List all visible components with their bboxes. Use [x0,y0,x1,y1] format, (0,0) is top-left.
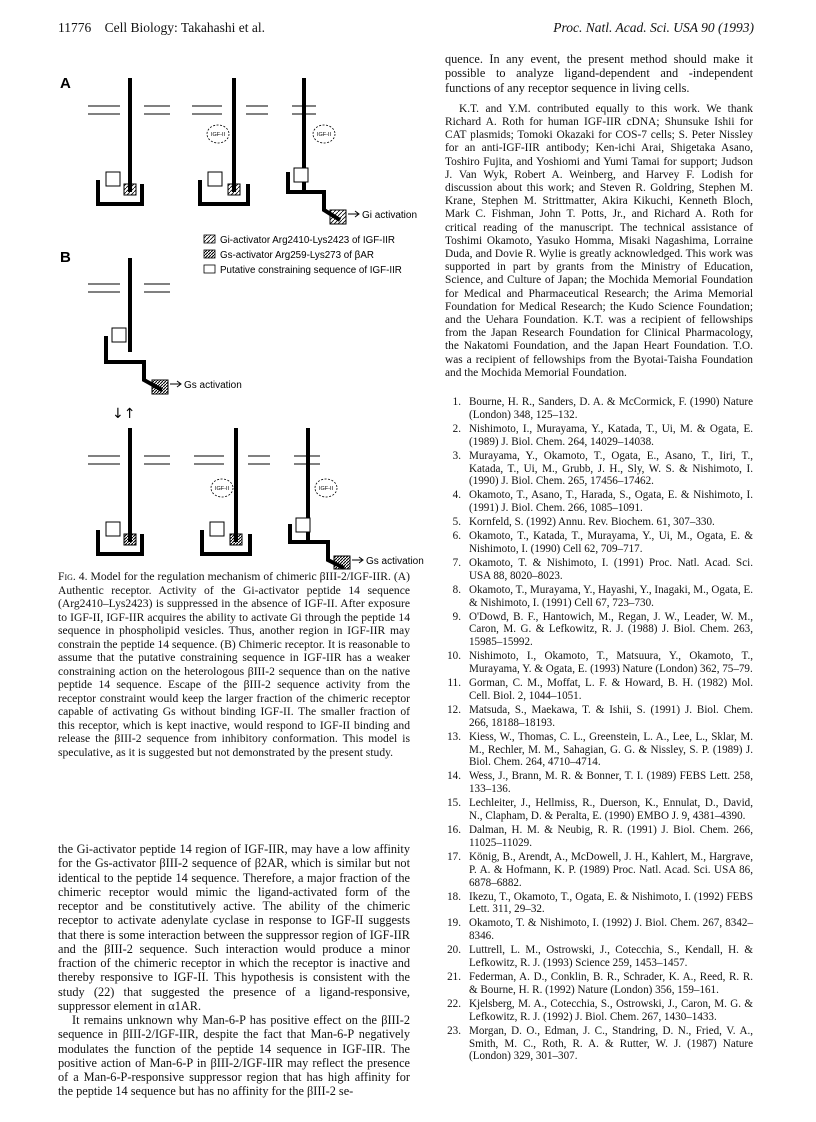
legend-gs-swatch [204,250,215,258]
panel-b-label: B [60,249,71,266]
acknowledgments: K.T. and Y.M. contributed equally to this work. We thank Richard A. Roth for human IGF-IIR cDNA; Shunsuke Ishii for CAT plasmids; Tomoki Okazaki for COS-7 cells; S. Peter Nissley for an anti-IGF-IIR antibody; Ken-ichi Arai, Shigetaka Asano, Toshiro Fujita, and Yoshiomi and Yumi Tamai for support; Judson J. Van Wyk, Robert A. Weinberg, and Harvey F. Lodish for discussion about this work; and Steven R. Goldring, Stephen M. Krane, Stephen M. Strittmatter, Akira Kikuchi, Kenneth Bloch, Mark C. Fishman, John T. Potts, Jr., and Richard A. Roth for critical reading of the manuscript. The technical assistance of Toshimi Okamoto, Yasuko Homma, Misaki Nagashima, Lorraine Duda, and Dovie R. Wylie is greatly acknowledged. This work was supported in part by grants from the Ministry of Education, Science, and Culture of Japan; the Mochida Memorial Foundation for Medical and Pharmaceutical Research; the Arima Memorial Foundation for Medical Research; the Kudo Science Foundation; and the Uehara Foundation. K.T. was a recipient of fellowships from the Japan Research Foundation for Clinical Pharmacology, the Nakatomi Foundation, and the Japan Heart Foundation. T.O. was a recipient of fellowships from the Byotai-Taisha Foundation and the Mochida Memorial Foundation. [445,102,753,379]
reference-text: Morgan, D. O., Edman, J. C., Standring, D. N., Fried, V. A., Smith, M. C., Roth, R. A. & Rutter, W. J. (1987) Nature (London) 329, 301–307. [469,1024,753,1063]
reference-item [445,944,753,970]
reference-number: 16. [447,824,461,837]
reference-number: 17. [447,850,461,863]
gs-activation-label: Gs activation [366,556,424,567]
gi-activation-label: Gi activation [362,210,418,221]
reference-number: 11. [447,677,461,690]
reference-item [445,557,753,583]
left-column-body [58,842,410,1099]
reference-number: 20. [447,944,461,957]
reference-text: Gorman, C. M., Moffat, L. F. & Howard, B. H. (1982) Mol. Cell. Biol. 2, 1044–1051. [469,677,753,702]
reference-number: 4. [452,489,461,502]
reference-text: Okamoto, T. & Nishimoto, I. (1992) J. Biol. Chem. 267, 8342–8346. [469,917,753,943]
reference-item [445,1025,753,1064]
reference-item [445,611,753,650]
reference-text: Kiess, W., Thomas, C. L., Greenstein, L. A., Lee, L., Sklar, M. M., Rechler, M. M., Sahagian, G. G. & Nissley, S. P. (1989) J. Biol. Chem. 264, 4710–4714. [469,730,753,769]
reference-item [445,516,753,529]
body-paragraph: It remains unknown why Man-6-P has positive effect on the βIII-2 sequence in βIII-2/IGF-IIR, despite the fact that Man-6-P negatively modulates the function of the peptide 14 sequence in IGF-IIR. The positive action of Man-6-P in βIII-2/IGF-IIR may reflect the presence of a Man-6-P-responsive suppressor region that has high affinity for the peptide 14 sequence but has no affinity for the βIII-2 se- [58,1013,410,1099]
reference-text: Nishimoto, I., Okamoto, T., Matsuura, Y., Okamoto, T., Murayama, Y. & Ogata, E. (1993) Nature (London) 362, 75–79. [469,650,753,676]
equilibrium-arrows-icon: ↓↑ [112,406,136,422]
legend-constraint-swatch [204,265,215,273]
reference-item [445,797,753,823]
reference-item [445,450,753,489]
igf-ii-label: IGF-II [316,132,332,138]
reference-text: Dalman, H. M. & Neubig, R. R. (1991) J. Biol. Chem. 266, 11025–11029. [469,824,753,849]
reference-number: 6. [452,530,461,543]
legend-gs: Gs-activator Arg259-Lys273 of βAR [220,250,374,261]
reference-item [445,396,753,422]
caption-text: Model for the regulation mechanism of chimeric βIII-2/IGF-IIR. (A) Authentic receptor. Activity of the Gi-activator peptide 14 sequence (Arg2410–Lys2423) is suppressed in the absence of IGF-II. After exposure to IGF-II, IGF-IIR acquires the ability to activate Gi through the peptide 14 sequence in phospholipid vesicles. Thus, another region in IGF-IIR may constrain the peptide 14 sequence. (B) Chimeric receptor. It is reasonable to assume that the putative constraining sequence in IGF-IIR has a weaker constraining action on the heterologous βIII-2 sequence than on the native peptide 14 sequence. Escape of the βIII-2 sequence activity from the receptor constraint would keep the larger fraction of the chimeric receptor capable of activating Gs without binding IGF-II. The smaller fraction of this receptor, which is kept inactive, would respond to IGF-II binding and release the βIII-2 sequence from inhibitory conformation. This model is speculative, as it is suggested but not demonstrated by the present study. [58,570,411,759]
reference-item [445,423,753,449]
reference-item [445,770,753,796]
reference-text: Luttrell, L. M., Ostrowski, J., Cotecchia, S., Kendall, H. & Lefkowitz, R. J. (1993) Science 259, 1453–1457. [469,944,753,970]
reference-text: Lechleiter, J., Hellmiss, R., Duerson, K., Ennulat, D., David, N., Clapham, D. & Peralta, E. (1990) EMBO J. 9, 4381–4390. [469,797,753,823]
reference-item [445,851,753,890]
reference-item [445,998,753,1024]
reference-item [445,530,753,556]
reference-text: Nishimoto, I., Murayama, Y., Katada, T., Ui, M. & Ogata, E. (1989) J. Biol. Chem. 264, 14029–14038. [469,422,753,448]
reference-text: Kornfeld, S. (1992) Annu. Rev. Biochem. 61, 307–330. [469,516,715,529]
reference-text: Okamoto, T. & Nishimoto, I. (1991) Proc. Natl. Acad. Sci. USA 88, 8020–8023. [469,556,753,582]
legend-gi: Gi-activator Arg2410-Lys2423 of IGF-IIR [220,235,395,246]
reference-number: 18. [447,890,461,903]
reference-number: 9. [452,610,461,623]
panel-a-receptor-inactive [98,78,142,204]
reference-number: 14. [447,770,461,783]
igf-ii-label: IGF-II [210,132,226,138]
panel-a-membrane [88,106,316,114]
reference-number: 12. [447,703,461,716]
igf-ii-label: IGF-II [318,486,334,492]
reference-item [445,824,753,850]
reference-number: 19. [447,917,461,930]
panel-b-chimeric-released [290,428,424,569]
reference-text: O'Dowd, B. F., Hantowich, M., Regan, J. W., Leader, W. M., Caron, M. G. & Lefkowitz, R. J. (1988) J. Biol. Chem. 263, 15985–15992. [469,610,753,649]
reference-item [445,891,753,917]
reference-text: Ikezu, T., Okamoto, T., Ogata, E. & Nishimoto, I. (1992) FEBS Lett. 311, 29–32. [469,890,753,916]
legend-gi-swatch [204,235,215,243]
reference-item [445,917,753,943]
journal-citation: Proc. Natl. Acad. Sci. USA 90 (1993) [553,20,754,35]
reference-text: Okamoto, T., Asano, T., Harada, S., Ogata, E. & Nishimoto, I. (1991) J. Biol. Chem. 266, 1085–1091. [469,489,753,515]
reference-number: 5. [452,516,461,529]
reference-text: Wess, J., Brann, M. R. & Bonner, T. I. (1989) FEBS Lett. 258, 133–136. [469,770,753,796]
reference-number: 3. [452,449,461,462]
reference-number: 22. [447,997,461,1010]
reference-text: Kjelsberg, M. A., Cotecchia, S., Ostrowski, J., Caron, M. G. & Lefkowitz, R. J. (1992) J. Biol. Chem. 267, 1430–1433. [469,997,753,1023]
receptor-model-diagram [58,72,424,572]
reference-item [445,677,753,703]
panel-b-chimeric-igf-bound [202,428,250,554]
reference-item [445,731,753,770]
reference-number: 21. [447,970,461,983]
reference-list [445,396,753,1063]
reference-text: Matsuda, S., Maekawa, T. & Ishii, S. (1991) J. Biol. Chem. 266, 18188–18193. [469,703,753,729]
gs-activation-label: Gs activation [184,380,242,391]
reference-number: 13. [447,730,461,743]
panel-a-receptor-igf-bound [200,78,248,204]
running-header [58,20,754,42]
caption-label: Fig. 4. [58,570,88,583]
reference-text: Okamoto, T., Murayama, Y., Hayashi, Y., Inagaki, M., Ogata, E. & Nishimoto, I. (1991) Cell 67, 723–730. [469,583,753,609]
reference-text: Federman, A. D., Conklin, B. R., Schrader, K. A., Reed, R. R. & Bourne, H. R. (1992) Nature (London) 356, 159–161. [469,970,753,996]
reference-number: 10. [447,650,461,663]
reference-number: 23. [447,1024,461,1037]
reference-item [445,704,753,730]
panel-a-label: A [60,75,71,92]
reference-item [445,489,753,515]
body-paragraph-continuation: quence. In any event, the present method should make it possible to analyze ligand-dependent and -independent functions of any receptor sequence in living cells. [445,52,753,95]
figure-4 [58,72,424,632]
reference-item [445,650,753,676]
figure-caption-block [58,570,410,765]
reference-number: 1. [452,396,461,409]
panel-b-membrane [88,456,320,464]
reference-text: König, B., Arendt, A., McDowell, J. H., Kahlert, M., Hargrave, P. A. & Hofmann, K. P. (1989) Proc. Natl. Acad. Sci. USA 86, 6878–6882. [469,850,753,889]
panel-a-receptor-active [288,78,417,224]
reference-text: Bourne, H. R., Sanders, D. A. & McCormick, F. (1990) Nature (London) 348, 125–132. [469,396,753,421]
reference-item [445,971,753,997]
igf-ii-label: IGF-II [214,486,230,492]
legend-constraint: Putative constraining sequence of IGF-IIR [220,265,402,276]
header-left [58,20,265,36]
reference-text: Okamoto, T., Katada, T., Murayama, Y., Ui, M., Ogata, E. & Nishimoto, I. (1990) Cell 62, 709–717. [469,530,753,555]
figure-legend [204,235,402,276]
figure-caption [58,570,410,759]
right-column [445,52,753,1064]
panel-b-chimeric-inactive [98,428,142,554]
reference-number: 2. [452,422,461,435]
reference-number: 8. [452,583,461,596]
reference-item [445,584,753,610]
reference-number: 15. [447,797,461,810]
page-number: 11776 [58,20,92,35]
reference-number: 7. [452,556,461,569]
panel-b-chimeric-active [88,258,242,394]
body-paragraph: the Gi-activator peptide 14 region of IGF-IIR, may have a low affinity for the Gs-activator βIII-2 sequence of β2AR, which is similar but not identical to the peptide 14 sequence. Therefore, a major fraction of the chimeric receptor would mimic the ligand-activated form of the receptor and be constitutively active. The ability of the chimeric receptor to activate adenylate cyclase in response to IGF-II suggests that there is some interaction between the suppressor region of IGF-IIR and the βIII-2 sequence. Such interaction would produce a minor fraction of the chimeric receptor in which the receptor is inactive and thereby responsive to IGF-II. This hypothesis is consistent with the study (22) that suggested the presence of a ligand-responsive, suppressor element in α1AR. [58,842,410,1013]
section-author: Cell Biology: Takahashi et al. [104,20,266,35]
reference-text: Murayama, Y., Okamoto, T., Ogata, E., Asano, T., Iiri, T., Katada, T., Ui, M., Grubb, J. H., Sly, W. S. & Nishimoto, I. (1990) J. Biol. Chem. 265, 17456–17462. [469,449,753,488]
